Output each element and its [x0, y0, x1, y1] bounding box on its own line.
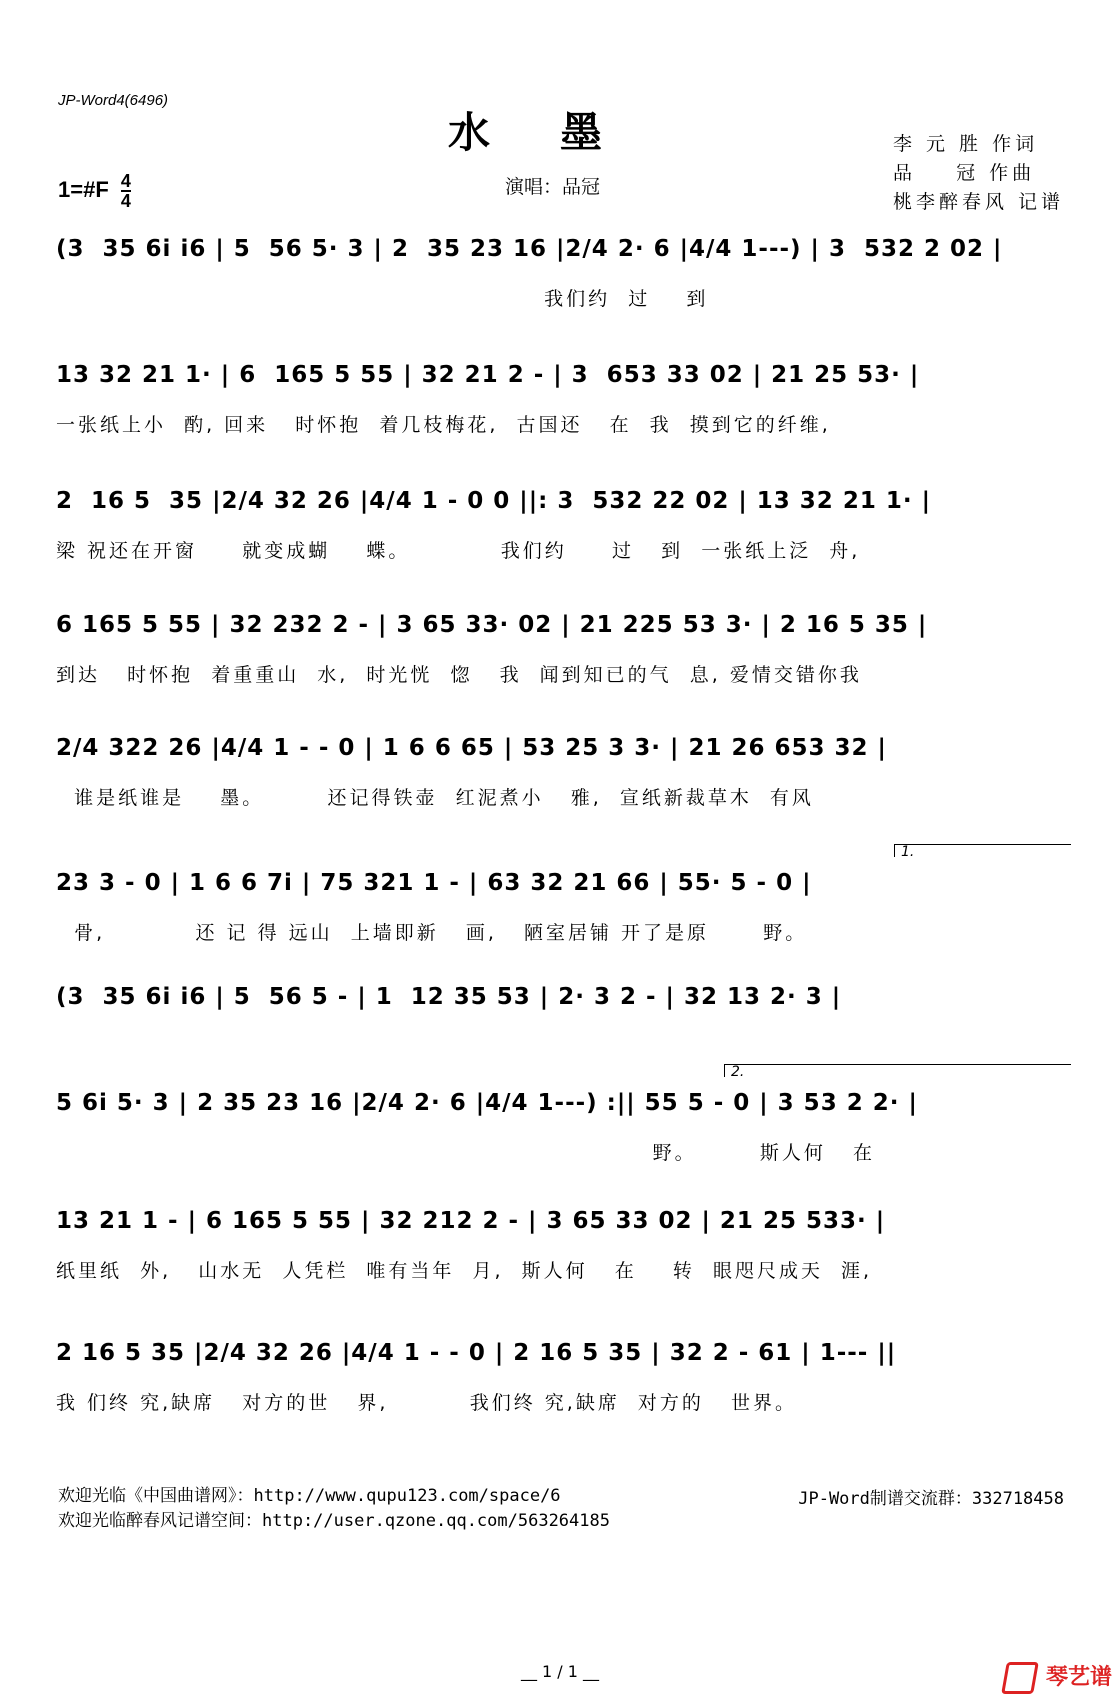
source-label: JP-Word4(6496)	[58, 92, 169, 109]
notation-line: 13 21 1 - | 6 165 5 55 | 32 212 2 - | 3 65 33 02 | 21 25 533· |	[56, 1208, 886, 1234]
footer-link-qupu[interactable]: 欢迎光临《中国曲谱网》：http://www.qupu123.com/space/6	[58, 1486, 561, 1506]
key-signature	[58, 172, 131, 210]
notation-line: 2 16 5 35 |2/4 32 26 |4/4 1 - 0 0 ||: 3 532 22 02 | 13 32 21 1· |	[56, 488, 931, 514]
notation-line: (3 35 6i i6 | 5 56 5 - | 1 12 35 53 | 2· 3 2 - | 32 13 2· 3 |	[56, 984, 842, 1010]
time-sig-bottom: 4	[120, 191, 131, 211]
lyric-line: 我 们终 究,缺席 对方的世 界, 我们终 究,缺席 对方的 世界。	[56, 1392, 798, 1414]
lyric-line: 骨, 还 记 得 远山 上墙即新 画, 陋室居铺 开了是原 野。	[56, 922, 808, 944]
notation-line: 6 165 5 55 | 32 232 2 - | 3 65 33· 02 | 21 225 53 3· | 2 16 5 35 |	[56, 612, 928, 638]
second-ending-bracket: 2.	[724, 1064, 1071, 1077]
notation-line: 13 32 21 1· | 6 165 5 55 | 32 21 2 - | 3 653 33 02 | 21 25 53· |	[56, 362, 920, 388]
lyric-line: 梁 祝还在开窗 就变成蝴 蝶。 我们约 过 到 一张纸上泛 舟,	[56, 540, 861, 562]
logo-icon	[1001, 1662, 1039, 1694]
watermark-text: 琴艺谱	[1045, 1664, 1112, 1689]
lyric-line: 到达 时怀抱 着重重山 水, 时光恍 惚 我 闻到知已的气 息, 爱情交错你我	[56, 664, 862, 686]
song-title: 水墨	[447, 108, 672, 157]
lyric-line: 谁是纸谁是 墨。 还记得铁壶 红泥煮小 雅, 宣纸新裁草木 有风	[56, 787, 814, 809]
watermark-logo	[1004, 1660, 1112, 1694]
composer-credit: 品 冠 作曲	[892, 162, 1036, 184]
lyric-line: 一张纸上小 酌, 回来 时怀抱 着几枝梅花, 古国还 在 我 摸到它的纤维,	[56, 414, 831, 436]
time-sig-top: 4	[120, 171, 131, 191]
footer-link-qzone[interactable]: 欢迎光临醉春风记谱空间：http://user.qzone.qq.com/563264185	[58, 1511, 610, 1531]
time-signature	[121, 172, 131, 210]
credits	[893, 130, 1064, 217]
first-ending-bracket: 1.	[894, 844, 1071, 857]
notation-line: 2/4 322 26 |4/4 1 - - 0 | 1 6 6 65 | 53 25 3 3· | 21 26 653 32 |	[56, 735, 887, 761]
lyricist-credit: 李 元 胜 作词	[892, 133, 1039, 155]
transcriber-credit: 桃李醉春风 记谱	[892, 191, 1064, 213]
singer-label: 演唱：品冠	[505, 176, 601, 198]
notation-line: 2 16 5 35 |2/4 32 26 |4/4 1 - - 0 | 2 16 5 35 | 32 2 - 61 | 1--- ||	[56, 1340, 897, 1366]
notation-line: 5 6i 5· 3 | 2 35 23 16 |2/4 2· 6 |4/4 1---) :|| 55 5 - 0 | 3 53 2 2· |	[56, 1090, 918, 1116]
lyric-line: 我们约 过 到	[56, 288, 709, 310]
page-number: __ 1 / 1 __	[520, 1662, 600, 1681]
key-label: 1=#F	[58, 176, 109, 202]
footer-group: JP-Word制谱交流群：332718458	[798, 1489, 1064, 1509]
notation-line: (3 35 6i i6 | 5 56 5· 3 | 2 35 23 16 |2/4 2· 6 |4/4 1---) | 3 532 2 02 |	[56, 236, 1003, 262]
lyric-line: 野。 斯人何 在	[56, 1142, 876, 1164]
lyric-line: 纸里纸 外, 山水无 人凭栏 唯有当年 月, 斯人何 在 转 眼咫尺成天 涯,	[56, 1260, 873, 1282]
notation-line: 23 3 - 0 | 1 6 6 7i | 75 321 1 - | 63 32 21 66 | 55· 5 - 0 |	[56, 870, 812, 896]
footer-links	[58, 1484, 610, 1534]
